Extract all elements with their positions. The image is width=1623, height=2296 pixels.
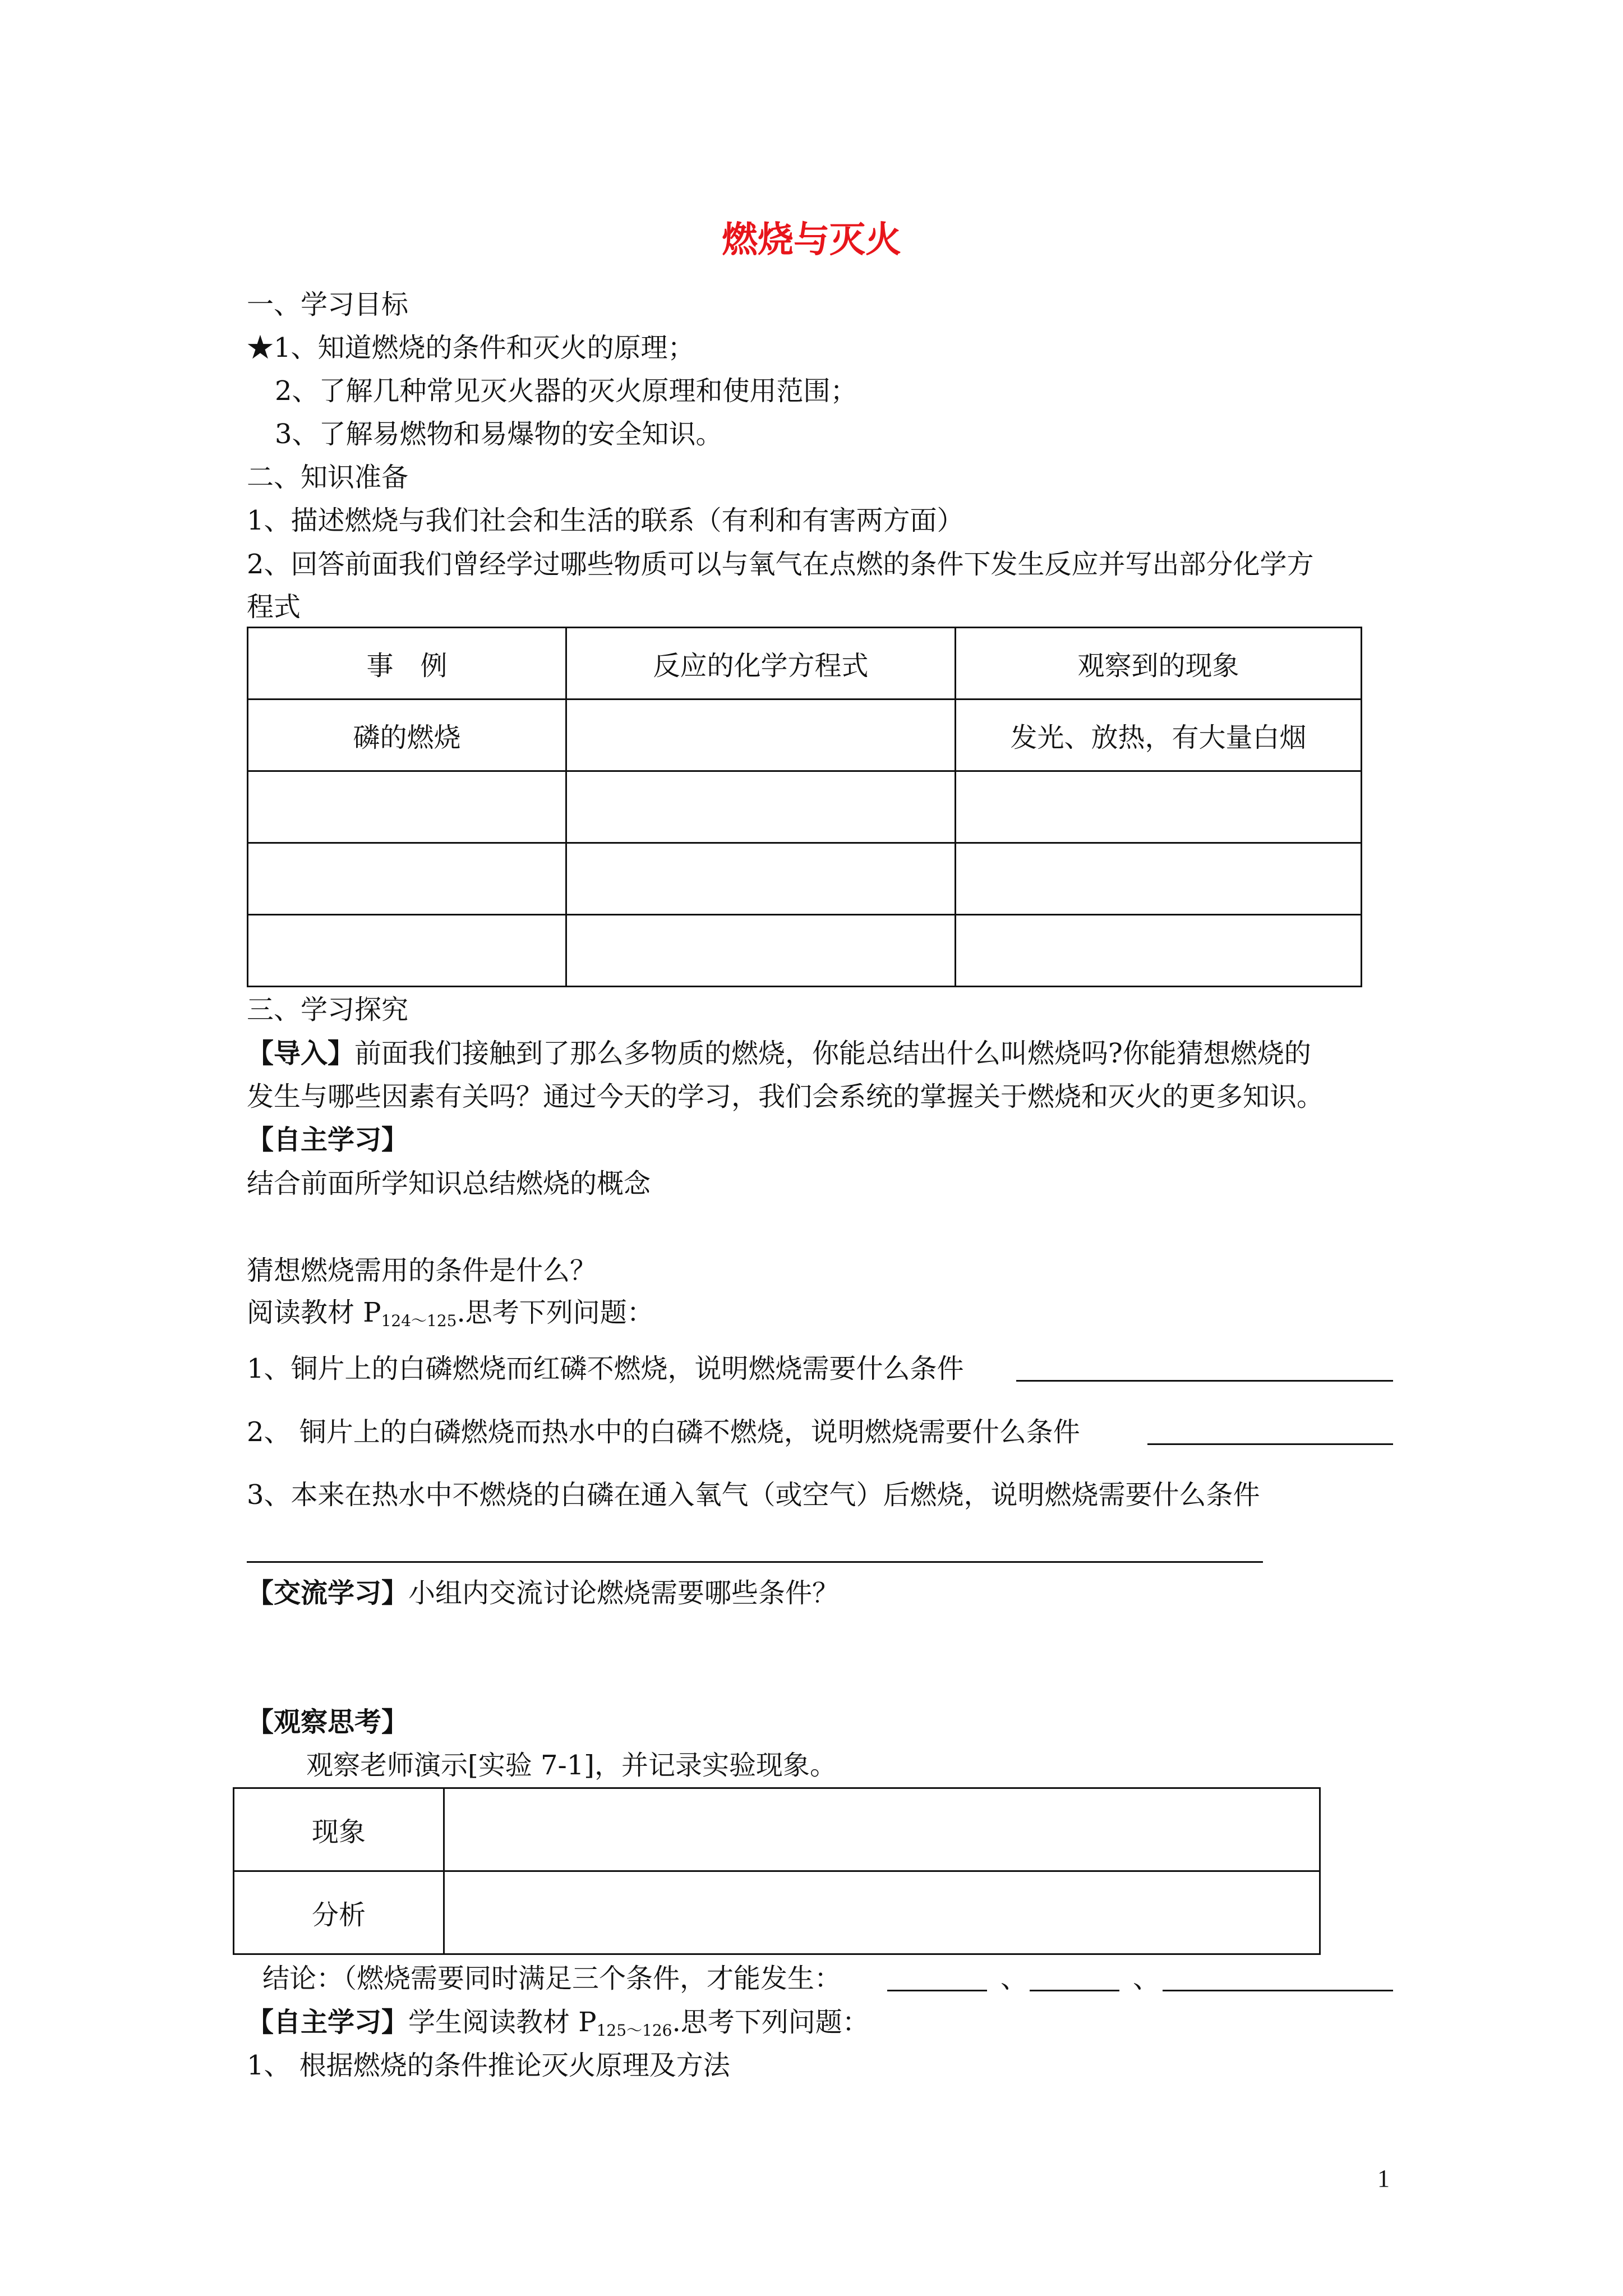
table-row: [234, 1788, 1320, 1871]
table-header: 反应的化学方程式: [566, 628, 956, 700]
prep-question: 2、回答前面我们曾经学过哪些物质可以与氧气在点燃的条件下发生反应并写出部分化学方: [247, 549, 1314, 580]
exchange-text: 小组内交流讨论燃烧需要哪些条件？: [408, 1577, 840, 1609]
page-range: 125～126: [596, 2021, 672, 2040]
intro-tag: 【导入】: [247, 1038, 355, 1069]
reading-suffix: .思考下列问题：: [457, 1297, 654, 1328]
page-range: 124～125: [381, 1312, 457, 1330]
answer-blank[interactable]: [887, 1990, 987, 1991]
table-row: [248, 700, 1362, 771]
observe-tag: 【观察思考】: [247, 1706, 409, 1738]
conclusion-text: 结论：（燃烧需要同时满足三个条件，才能发生：: [262, 1963, 842, 1994]
section-heading-preparation: 二、知识准备: [247, 462, 409, 493]
table-cell: 发光、放热，有大量白烟: [956, 700, 1362, 771]
intro-text: 前面我们接触到了那么多物质的燃烧，你能总结出什么叫燃烧吗?你能猜想燃烧的: [354, 1038, 1311, 1069]
separator: 、: [1133, 1963, 1160, 1994]
answer-blank[interactable]: [1030, 1990, 1119, 1991]
row-label: 分析: [234, 1871, 444, 1954]
goal-item: 2、了解几种常见灭火器的灭火原理和使用范围；: [275, 375, 857, 407]
table-header: 观察到的现象: [956, 628, 1362, 700]
guess-prompt: 猜想燃烧需用的条件是什么？: [247, 1255, 597, 1286]
self-study-2: [247, 2005, 869, 2047]
section-heading-inquiry: 三、学习探究: [247, 994, 409, 1025]
table-row: [248, 843, 1362, 915]
answer-blank[interactable]: [1163, 1990, 1393, 1991]
table-cell[interactable]: [566, 700, 956, 771]
table-cell[interactable]: [956, 915, 1362, 987]
answer-blank[interactable]: [1016, 1380, 1393, 1382]
goal-item: 3、了解易燃物和易爆物的安全知识。: [275, 418, 723, 450]
page-number: 1: [1377, 2165, 1390, 2192]
page-title: 燃烧与灭火: [722, 219, 901, 261]
intro-paragraph: [247, 1037, 1311, 1070]
prep-question: 1、描述燃烧与我们社会和生活的联系（有利和有害两方面）: [247, 505, 964, 536]
observe-text: 观察老师演示[实验 7-1]，并记录实验现象。: [306, 1750, 837, 1781]
reading-prefix: 学生阅读教材 P: [408, 2007, 597, 2038]
self-study-tag: 【自主学习】: [247, 1124, 409, 1156]
table-cell[interactable]: [444, 1788, 1320, 1871]
table-header-row: [248, 628, 1362, 700]
table-cell[interactable]: [248, 915, 566, 987]
goal-item: ★1、知道燃烧的条件和灭火的原理；: [247, 332, 695, 364]
concept-prompt: 结合前面所学知识总结燃烧的概念: [247, 1168, 651, 1199]
reaction-table: [247, 627, 1362, 987]
answer-blank[interactable]: [1147, 1443, 1393, 1445]
table-cell[interactable]: [248, 771, 566, 843]
table-cell[interactable]: [566, 915, 956, 987]
table-cell[interactable]: [566, 771, 956, 843]
table-header: 事 例: [248, 628, 566, 700]
question-extinguish: 1、 根据燃烧的条件推论灭火原理及方法: [247, 2050, 730, 2081]
table-cell[interactable]: [248, 843, 566, 915]
reading-suffix: .思考下列问题：: [672, 2007, 869, 2038]
question-1: 1、铜片上的白磷燃烧而红磷不燃烧，说明燃烧需要什么条件: [247, 1353, 964, 1384]
reading-prefix: 阅读教材 P: [247, 1297, 381, 1328]
table-cell: 磷的燃烧: [248, 700, 566, 771]
section-heading-goals: 一、学习目标: [247, 289, 409, 320]
answer-blank[interactable]: [247, 1561, 1263, 1563]
table-cell[interactable]: [956, 843, 1362, 915]
table-cell[interactable]: [444, 1871, 1320, 1954]
reading-instruction: [247, 1296, 654, 1338]
exchange-tag: 【交流学习】: [247, 1577, 409, 1609]
table-row: [248, 915, 1362, 987]
table-cell[interactable]: [956, 771, 1362, 843]
exchange-paragraph: [247, 1576, 839, 1610]
question-2: 2、 铜片上的白磷燃烧而热水中的白磷不燃烧，说明燃烧需要什么条件: [247, 1416, 1080, 1448]
observation-table: [233, 1787, 1321, 1955]
question-3: 3、本来在热水中不燃烧的白磷在通入氧气（或空气）后燃烧，说明燃烧需要什么条件: [247, 1479, 1260, 1511]
row-label: 现象: [234, 1788, 444, 1871]
table-row: [234, 1871, 1320, 1954]
table-cell[interactable]: [566, 843, 956, 915]
prep-question-cont: 程式: [247, 591, 301, 623]
separator: 、: [1000, 1963, 1028, 1994]
self-study-tag: 【自主学习】: [247, 2007, 409, 2038]
intro-text-cont: 发生与哪些因素有关吗？通过今天的学习，我们会系统的掌握关于燃烧和灭火的更多知识。: [247, 1081, 1324, 1112]
table-row: [248, 771, 1362, 843]
